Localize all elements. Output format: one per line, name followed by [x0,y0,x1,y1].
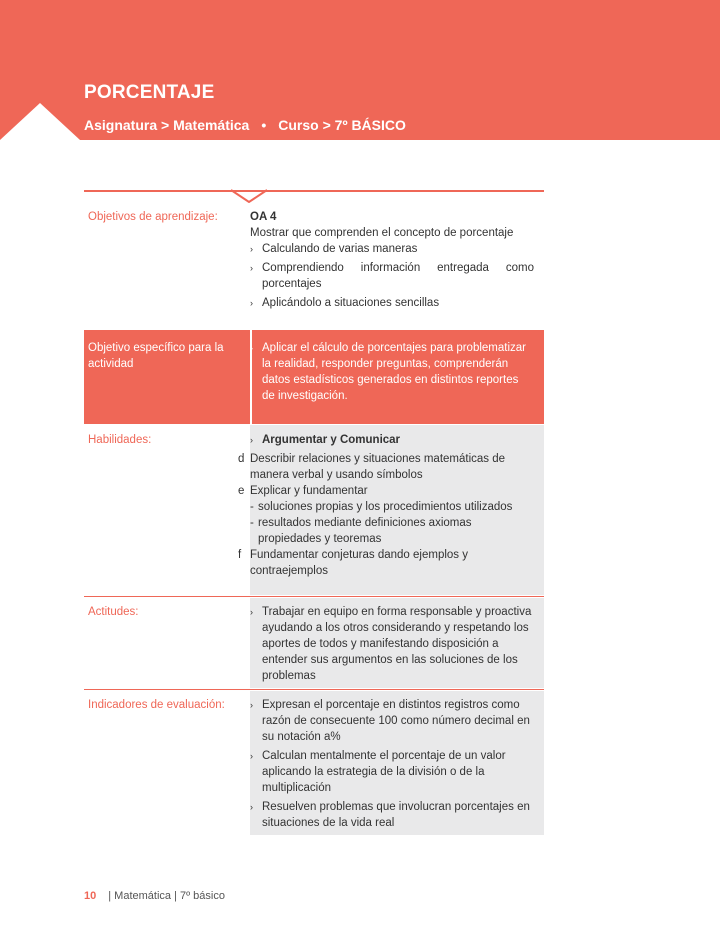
skill-heading: › Argumentar y Comunicar [250,434,401,446]
bullet-icon: › [250,298,253,308]
row-content [250,209,534,311]
row-objetivo-especifico [84,330,544,424]
list-item: › Aplicándolo a situaciones sencillas [250,297,440,309]
page-title: PORCENTAJE [84,82,215,103]
list-item: › Calculan mentalmente el porcentaje de un valor aplicando la estrategia de la división o de la multiplicación [250,750,506,794]
row-content [238,432,532,579]
row-content [250,604,532,684]
skill-item-e: e Explicar y fundamentar [238,485,368,497]
footer-text: | Matemática | 7º básico [108,890,225,902]
rule-chevron-icon [231,189,267,203]
subject-label: Asignatura > Matemática [84,117,250,133]
row-divider [84,596,544,597]
bullet-icon: › [250,435,253,445]
row-label: Objetivo específico para la actividad [88,342,224,370]
oa-description: Mostrar que comprenden el concepto de porcentaje [250,227,514,239]
row-objetivos [84,205,544,329]
row-indicadores [84,691,544,835]
row-label: Indicadores de evaluación: [88,699,225,711]
skill-item-f: f Fundamentar conjeturas dando ejemplos y contraejemplos [238,549,468,577]
list-item: › Expresan el porcentaje en distintos registros como razón de consecuente 100 como número decimal en su notación a% [250,699,530,743]
row-content [250,340,528,404]
row-label: Objetivos de aprendizaje: [88,211,218,223]
list-item: › Calculando de varias maneras [250,243,418,255]
bullet-icon: › [250,802,253,812]
page-number: 10 [84,890,97,902]
list-item: › Comprendiendo información entregada como porcentajes [250,262,534,290]
page-footer [84,890,225,902]
bullet-icon: › [250,244,253,254]
row-habilidades [84,425,544,595]
row-actitudes [84,598,544,688]
skill-item-d: d Describir relaciones y situaciones matemáticas de manera verbal y usando símbolos [238,453,506,481]
row-content [250,697,534,831]
list-item: › Trabajar en equipo en forma responsable y proactiva ayudando a los otros considerando y respetando los aportes de todos y manifestando disposición a entender sus argumentos en las soluciones de los problemas [250,606,532,682]
table-top-rule [84,190,544,192]
page-subtitle [84,117,406,133]
row-label: Habilidades: [88,434,152,446]
list-item: › Resuelven problemas que involucran porcentajes en situaciones de la vida real [250,801,530,829]
bullet-icon: › [250,751,253,761]
header-edge [0,140,720,142]
bullet-icon: › [250,263,253,273]
list-item: › Aplicar el cálculo de porcentajes para problematizar la realidad, responder preguntas, comprenderán datos estadísticos generados en distintos reportes de investigación. [250,342,527,402]
header-notch [0,103,80,140]
row-divider [84,689,544,690]
sub-item: - resultados mediante definiciones axiomas propiedades y teoremas [250,517,472,545]
bullet-icon: › [250,343,253,353]
oa-code: OA 4 [250,211,277,223]
bullet-icon: › [250,607,253,617]
row-label: Actitudes: [88,606,139,618]
sub-item: - soluciones propias y los procedimientos utilizados [250,501,513,513]
subtitle-separator: • [261,117,267,133]
course-label: Curso > 7º BÁSICO [278,117,406,133]
bullet-icon: › [250,700,253,710]
